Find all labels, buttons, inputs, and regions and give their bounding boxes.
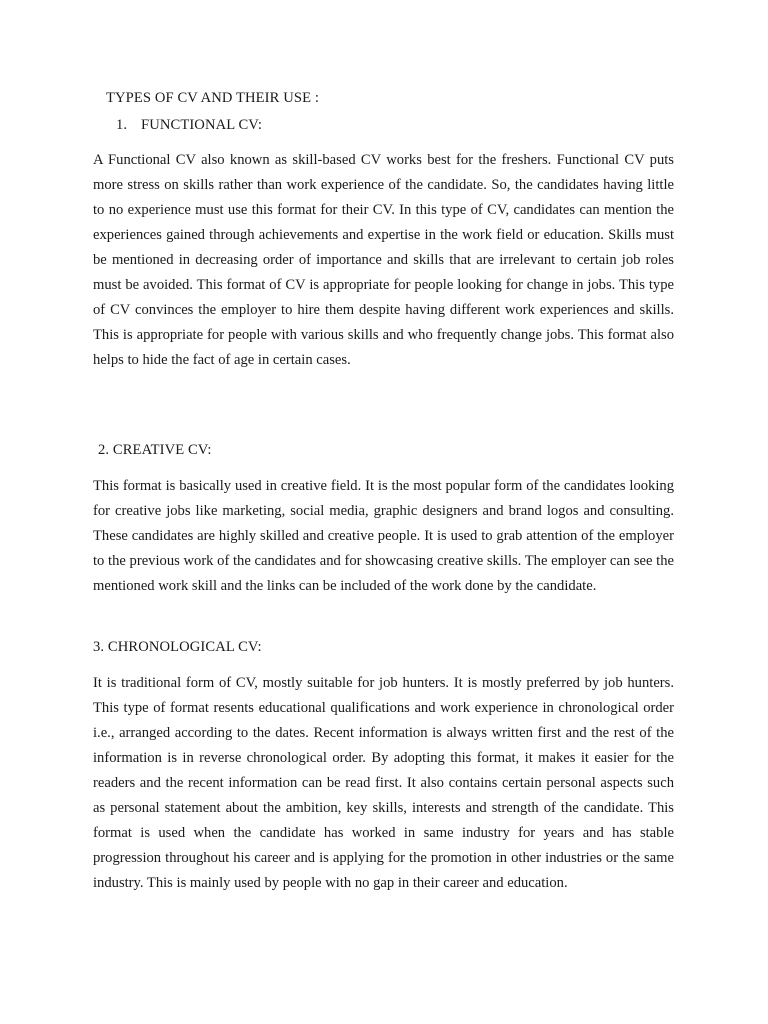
document-title: TYPES OF CV AND THEIR USE : [106, 90, 319, 106]
section-1-number: 1. [116, 117, 128, 133]
section-2-heading: 2. CREATIVE CV: [98, 442, 212, 458]
section-1-heading: FUNCTIONAL CV: [141, 117, 262, 133]
section-3-paragraph: It is traditional form of CV, mostly suitable for job hunters. It is mostly preferred by job hunters. This type of format resents educational qualifications and work experience in chronological order i.e., arranged according to the dates. Recent information is always written first and the rest of the information is in reverse chronological order. By adopting this format, it makes it easier for the readers and the recent information can be read first. It also contains certain personal aspects such as personal statement about the ambition, key skills, interests and strength of the candidate. This format is used when the candidate has worked in same industry for years and has stable progression throughout his career and is applying for the promotion in other industries or the same industry. This is mainly used by people with no gap in their career and education. [93, 675, 674, 891]
section-3-heading: 3. CHRONOLOGICAL CV: [93, 639, 262, 655]
section-1-paragraph: A Functional CV also known as skill-based CV works best for the freshers. Functional CV puts more stress on skills rather than work experience of the candidate. So, the candidates having little to no experience must use this format for their CV. In this type of CV, candidates can mention the experiences gained through achievements and expertise in the work field or education. Skills must be mentioned in decreasing order of importance and skills that are irrelevant to certain job roles must be avoided. This format of CV is appropriate for people looking for change in jobs. This type of CV convinces the employer to hire them despite having different work experiences and skills. This is appropriate for people with various skills and who frequently change jobs. This format also helps to hide the fact of age in certain cases. [93, 152, 674, 368]
section-2-paragraph: This format is basically used in creative field. It is the most popular form of the candidates looking for creative jobs like marketing, social media, graphic designers and brand logos and consulting. These candidates are highly skilled and creative people. It is used to grab attention of the employer to the previous work of the candidates and for showcasing creative skills. The employer can see the mentioned work skill and the links can be included of the work done by the candidate. [93, 478, 674, 594]
